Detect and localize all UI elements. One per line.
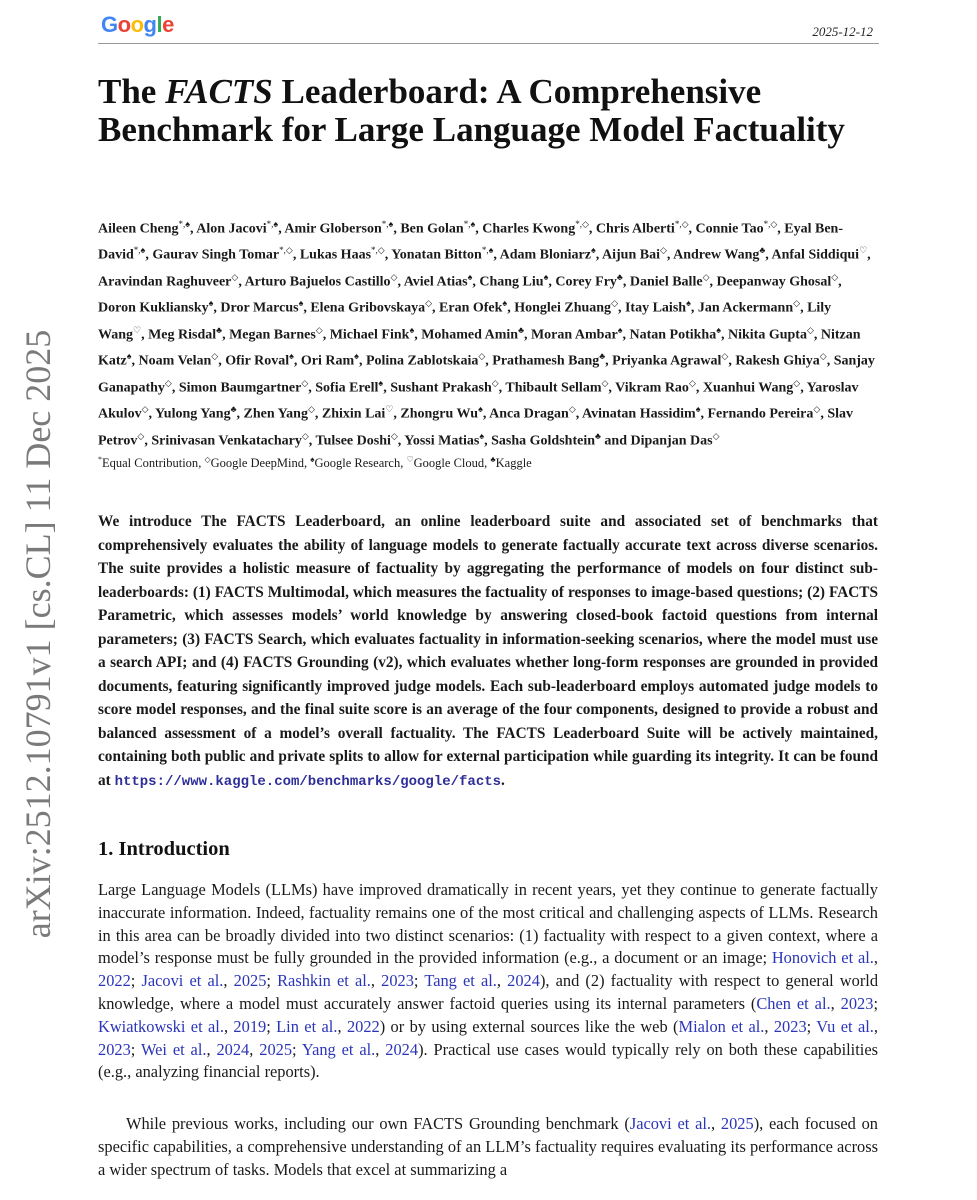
- author-name: Lukas Haas: [299, 248, 372, 264]
- author-affiliation-mark: *,◇: [674, 219, 689, 229]
- author-name: Dipanjan Das: [630, 433, 713, 449]
- author-affiliation-mark: ♠: [126, 351, 132, 362]
- affiliation-mark: ♠: [310, 455, 315, 464]
- author-affiliation-mark: ♠: [478, 404, 483, 415]
- paragraph-text: ,: [223, 971, 234, 991]
- paragraph-text: ,: [873, 948, 878, 968]
- author-affiliation-mark: ♠: [409, 324, 415, 335]
- citation-link[interactable]: Lin et al.: [276, 1016, 338, 1036]
- paragraph-text: ,: [496, 971, 508, 991]
- author-affiliation-mark: ♠: [686, 298, 691, 309]
- author-name: Chris Alberti: [595, 221, 675, 237]
- author-affiliation-mark: ♠: [502, 298, 508, 309]
- paragraph-text: ;: [413, 971, 425, 991]
- author-affiliation-mark: ♣: [616, 271, 623, 282]
- author-name: Amir Globerson: [284, 221, 382, 237]
- citation-link[interactable]: 2025: [233, 971, 267, 991]
- author-name: Aravindan Raghuveer: [98, 274, 232, 290]
- author-affiliation-mark: ♠: [617, 324, 623, 335]
- citation-link[interactable]: Rashkin et al.: [277, 971, 371, 991]
- paragraph-text: ), and (2) factuality with respect to general world knowledge, where a model must accurately answer factoid queries using its internal parameters (: [98, 971, 879, 1013]
- author-affiliation-mark: ◇: [813, 404, 821, 415]
- paragraph-text: ,: [764, 1016, 774, 1036]
- author-name: Arturo Bajuelos Castillo: [244, 274, 391, 290]
- affiliation-label: Google Cloud: [413, 456, 485, 471]
- paragraph-text: ) or by using external sources like the web (: [379, 1016, 679, 1036]
- section-heading-introduction: 1. Introduction: [98, 838, 230, 860]
- author-name: Xuanhui Wang: [702, 380, 794, 396]
- header-rule: [98, 43, 879, 44]
- paragraph-text: ). Practical use cases would typically rely on both these capabilities (e.g., analyzing financial reports).: [98, 1039, 878, 1082]
- citation-link[interactable]: 2024: [385, 1039, 419, 1059]
- citation-link[interactable]: Yang et al.: [301, 1039, 376, 1059]
- citation-link[interactable]: Chen et al.: [756, 993, 831, 1013]
- author-affiliation-mark: *,◇: [763, 219, 778, 229]
- google-logo: [101, 12, 174, 38]
- abstract-end: .: [501, 771, 505, 789]
- paragraph-text: ,: [370, 971, 382, 991]
- author-name: Sushant Prakash: [390, 380, 492, 396]
- paragraph-text: ), each focused on specific capabilities, a comprehensive understanding of an LLM’s factuality requires evaluating its performance across a wider spectrum of tasks. Models that excel at summarizing a: [98, 1114, 878, 1179]
- author-name: Yaroslav Akulov: [98, 380, 859, 422]
- citation-link[interactable]: Tang et al.: [424, 971, 497, 991]
- author-separator: and: [600, 433, 631, 449]
- author-affiliation-mark: ♠: [289, 351, 294, 362]
- citation-link[interactable]: 2022: [346, 1016, 380, 1036]
- citation-link[interactable]: 2023: [381, 971, 414, 991]
- author-affiliation-mark: ◇: [806, 324, 814, 335]
- author-affiliation-mark: *,◇: [575, 219, 589, 229]
- paragraph-text: ;: [130, 1039, 141, 1059]
- author-name: Sanjay Ganapathy: [98, 353, 875, 396]
- author-name: Chang Liu: [479, 274, 544, 290]
- citation-link[interactable]: 2023: [840, 993, 874, 1013]
- author-name: Natan Potikha: [629, 327, 717, 343]
- author-name: Corey Fry: [555, 274, 617, 290]
- author-affiliation-mark: ♠: [543, 271, 549, 282]
- author-affiliation-mark: *,♠: [133, 245, 146, 256]
- author-name: Zhen Yang: [243, 406, 308, 422]
- logo-letter: l: [156, 12, 163, 37]
- author-affiliation-mark: ♠: [716, 324, 721, 335]
- author-affiliation-mark: ♣: [518, 324, 524, 335]
- citation-link[interactable]: 2019: [233, 1016, 267, 1036]
- author-affiliation-mark: ◇: [659, 245, 667, 256]
- author-name: Nitzan Katz: [98, 327, 861, 369]
- logo-letter: o: [117, 12, 131, 37]
- paragraph-text: ;: [266, 971, 278, 991]
- author-name: Deepanway Ghosal: [716, 274, 832, 290]
- author-name: Prathamesh Bang: [492, 353, 600, 369]
- author-name: Yulong Yang: [154, 406, 231, 422]
- author-affiliation-mark: ♠: [354, 351, 359, 362]
- citation-link[interactable]: Kwiatkowski et al.: [98, 1016, 224, 1036]
- paragraph-text: ,: [249, 1039, 260, 1059]
- author-affiliation-mark: ♠: [590, 245, 596, 256]
- paragraph-text: ,: [223, 1016, 234, 1036]
- author-name: Eran Ofek: [439, 301, 503, 317]
- citation-link[interactable]: Mialon et al.: [678, 1016, 765, 1036]
- author-affiliation-mark: ◇: [819, 351, 827, 362]
- author-name: Ben Golan: [400, 221, 464, 237]
- author-name: Gaurav Singh Tomar: [152, 248, 280, 264]
- author-affiliation-mark: ◇: [793, 298, 801, 309]
- author-name: Anca Dragan: [489, 406, 569, 422]
- author-name: Dror Marcus: [220, 301, 299, 317]
- paragraph-text: ,: [375, 1039, 386, 1059]
- author-affiliation-mark: ♠: [695, 404, 701, 415]
- author-affiliation-mark: ◇: [601, 377, 609, 388]
- author-name: Aileen Cheng: [98, 221, 179, 237]
- paragraph-text: ;: [130, 971, 142, 991]
- author-name: Zhongru Wu: [400, 406, 479, 422]
- arxiv-sidebar-stamp: [18, 329, 58, 939]
- citation-link[interactable]: 2024: [216, 1039, 250, 1059]
- author-name: Jan Ackermann: [697, 301, 794, 317]
- abstract-text: We introduce The FACTS Leaderboard, an online leaderboard suite and associated set of benchmarks that comprehensively evaluates the ability of language models to generate factually accurate text across diverse scenarios. The suite provides a holistic measure of factuality by aggregating the performance of models on four distinct sub-leaderboards: (1) FACTS Multimodal, which measures the factuality of responses to image-based questions; (2) FACTS Parametric, which assesses models’ world knowledge by answering closed-book factoid questions from internal parameters; (3) FACTS Search, which evaluates factuality in information-seeking scenarios, where the model must use a search API; and (4) FACTS Grounding (v2), which evaluates whether long-form responses are grounded in provided documents, featuring significantly improved judge models. Each sub-leaderboard employs automated judge models to score model responses, and the final suite score is an average of the four components, designed to provide a robust and balanced assessment of a model’s overall factuality. The FACTS Leaderboard Suite will be actively maintained, containing both public and private splits to allow for external participation while guarding its integrity. It can be found at: [98, 513, 878, 789]
- author-name: Moran Ambar: [530, 327, 618, 343]
- citation-link[interactable]: Jacovi et al.: [629, 1114, 712, 1133]
- author-affiliation-mark: ♡: [859, 245, 868, 256]
- author-name: Simon Baumgartner: [178, 380, 302, 396]
- author-affiliation-mark: *,◇: [371, 245, 385, 256]
- author-affiliation-mark: ♣: [599, 351, 606, 362]
- affiliation-label: Kaggle: [495, 456, 532, 471]
- author-affiliation-mark: ◇: [425, 298, 433, 309]
- author-name: Adam Bloniarz: [499, 248, 591, 264]
- author-affiliation-mark: ◇: [211, 351, 219, 362]
- citation-link[interactable]: Jacovi et al.: [141, 971, 224, 991]
- citation-link[interactable]: 2022: [98, 971, 131, 991]
- paper-date: 2025-12-12: [812, 24, 873, 39]
- paragraph-text: ,: [873, 1016, 878, 1036]
- author-list: Aileen Cheng*,♠, Alon Jacovi*,♠, Amir Globerson*,♠, Ben Golan*,♠, Charles Kwong*,◇, Chris Alberti*,◇, Connie Tao*,◇, Eyal Ben-David*,♠, Gaurav Singh Tomar*,◇, Lukas Haas*,◇, Yonatan Bitton*,♠, Adam Bloniarz♠, Aijun Bai◇, Andrew Wang♣, Anfal Siddiqui♡, Aravindan Raghuveer◇, Arturo Bajuelos Castillo◇, Aviel Atias♠, Chang Liu♠, Corey Fry♣, Daniel Balle◇, Deepanway Ghosal◇, Doron Kukliansky♠, Dror Marcus♠, Elena Gribovskaya◇, Eran Ofek♠, Honglei Zhuang◇, Itay Laish♠, Jan Ackermann◇, Lily Wang♡, Meg Risdal♣, Megan Barnes◇, Michael Fink♠, Mohamed Amin♣, Moran Ambar♠, Natan Potikha♠, Nikita Gupta◇, Nitzan Katz♠, Noam Velan◇, Ofir Roval♠, Ori Ram♠, Polina Zablotskaia◇, Prathamesh Bang♣, Priyanka Agrawal◇, Rakesh Ghiya◇, Sanjay Ganapathy◇, Simon Baumgartner◇, Sofia Erell♠, Sushant Prakash◇, Thibault Sellam◇, Vikram Rao◇, Xuanhui Wang◇, Yaroslav Akulov◇, Yulong Yang♣, Zhen Yang◇, Zhixin Lai♡, Zhongru Wu♠, Anca Dragan◇, Avinatan Hassidim♠, Fernando Pereira◇, Slav Petrov◇, Srinivasan Venkatachary◇, Tulsee Doshi◇, Yossi Matias♠, Sasha Goldshtein♣ and Dipanjan Das◇: [98, 219, 875, 449]
- author-name: Avinatan Hassidim: [582, 406, 696, 422]
- affiliation-label: Equal Contribution: [102, 456, 199, 471]
- paper-title: [98, 73, 858, 149]
- author-affiliation-mark: ♡: [385, 404, 394, 415]
- citation-link[interactable]: 2025: [259, 1039, 293, 1059]
- paragraph-text: ,: [206, 1039, 217, 1059]
- citation-link[interactable]: Vu et al.: [816, 1016, 874, 1036]
- author-affiliation-mark: *,♠: [381, 219, 394, 229]
- paragraph-text: ;: [266, 1016, 277, 1036]
- author-affiliation-mark: ◇: [390, 271, 398, 282]
- title-before: The: [98, 72, 166, 111]
- author-affiliation-mark: ◇: [478, 351, 486, 362]
- author-name: Nikita Gupta: [727, 327, 807, 343]
- author-name: Sasha Goldshtein: [491, 433, 595, 449]
- paragraph-text: ,: [337, 1016, 347, 1036]
- author-name: Noam Velan: [138, 353, 212, 369]
- author-name: Daniel Balle: [629, 274, 703, 290]
- author-affiliation-mark: ◇: [315, 324, 323, 335]
- author-affiliation-mark: ♠: [479, 430, 485, 441]
- paragraph-text: ,: [711, 1114, 721, 1133]
- paragraph-text: ;: [873, 993, 878, 1013]
- logo-letter: o: [130, 12, 144, 37]
- author-affiliation-mark: ◇: [611, 298, 618, 309]
- author-name: Sofia Erell: [315, 380, 379, 396]
- title-emph: FACTS: [165, 72, 273, 111]
- author-name: Fernando Pereira: [707, 406, 814, 422]
- citation-link[interactable]: Honovich et al.: [771, 948, 874, 968]
- author-name: Lily Wang: [98, 301, 832, 343]
- benchmark-url-link[interactable]: https://www.kaggle.com/benchmarks/google/facts: [114, 773, 502, 790]
- citation-link[interactable]: 2025: [720, 1114, 754, 1133]
- affiliation-mark: *: [98, 455, 102, 464]
- paragraph-text: Large Language Models (LLMs) have improved dramatically in recent years, yet they continue to generate factually inaccurate information. Indeed, factuality remains one of the most critical and challenging aspects of LLMs. Research in this area can be broadly divided into two distinct scenarios: (1) factuality with respect to a given context, where a model’s response must be fully grounded in the provided information (e.g., a document or an image;: [98, 880, 878, 968]
- affiliation-legend: *Equal Contribution, ◇Google DeepMind, ♠Google Research, ♡Google Cloud, ♣Kaggle: [98, 455, 532, 471]
- title-after: Leaderboard: A Comprehensive Benchmark for Large Language Model Factuality: [98, 72, 845, 149]
- author-affiliation-mark: ♠: [467, 271, 473, 282]
- author-affiliation-mark: ◇: [721, 351, 729, 362]
- author-name: Slav Petrov: [98, 406, 853, 449]
- logo-letter: e: [162, 12, 174, 37]
- citation-link[interactable]: 2023: [98, 1039, 131, 1059]
- author-affiliation-mark: ◇: [231, 271, 239, 282]
- author-affiliation-mark: ♣: [216, 324, 223, 335]
- author-affiliation-mark: ♠: [298, 298, 304, 309]
- author-name: Meg Risdal: [148, 327, 217, 343]
- author-affiliation-mark: *,♠: [266, 219, 279, 229]
- author-name: Michael Fink: [329, 327, 410, 343]
- author-name: Rakesh Ghiya: [735, 353, 820, 369]
- paragraph-text: ,: [830, 993, 841, 1013]
- author-name: Connie Tao: [695, 221, 764, 237]
- affiliation-mark: ◇: [204, 455, 211, 464]
- author-affiliation-mark: ◇: [831, 271, 839, 282]
- logo-letter: g: [143, 12, 157, 37]
- arxiv-id: arXiv:2512.10791v1 [cs.CL] 11 Dec 2025: [18, 329, 58, 939]
- author-name: Polina Zablotskaia: [365, 353, 479, 369]
- author-affiliation-mark: ◇: [141, 404, 149, 415]
- author-affiliation-mark: *,♠: [463, 219, 476, 229]
- author-name: Honglei Zhuang: [514, 301, 612, 317]
- author-name: Mohamed Amin: [421, 327, 519, 343]
- author-affiliation-mark: ♡: [133, 324, 142, 335]
- author-name: Alon Jacovi: [196, 221, 267, 237]
- author-name: Anfal Siddiqui: [771, 248, 860, 264]
- author-name: Charles Kwong: [482, 221, 576, 237]
- author-affiliation-mark: ◇: [390, 430, 398, 441]
- author-name: Elena Gribovskaya: [310, 301, 426, 317]
- author-name: Andrew Wang: [673, 248, 760, 264]
- author-name: Tulsee Doshi: [315, 433, 391, 449]
- author-affiliation-mark: ◇: [301, 377, 309, 388]
- author-affiliation-mark: *,♠: [178, 219, 191, 229]
- citation-link[interactable]: 2023: [773, 1016, 807, 1036]
- author-affiliation-mark: ◇: [164, 377, 172, 388]
- author-affiliation-mark: *,♠: [481, 245, 494, 256]
- intro-paragraph-2: [98, 1113, 878, 1181]
- citation-link[interactable]: Wei et al.: [140, 1039, 207, 1059]
- author-name: Megan Barnes: [229, 327, 316, 343]
- author-affiliation-mark: ♣: [230, 404, 237, 415]
- author-name: Aviel Atias: [403, 274, 468, 290]
- author-affiliation-mark: ◇: [688, 377, 696, 388]
- author-name: Srinivasan Venkatachary: [151, 433, 302, 449]
- affiliation-label: Google Research: [314, 456, 401, 471]
- author-name: Ori Ram: [300, 353, 355, 369]
- author-affiliation-mark: ♣: [595, 430, 601, 441]
- author-name: Yossi Matias: [404, 433, 480, 449]
- paragraph-text: ;: [292, 1039, 302, 1059]
- author-affiliation-mark: ◇: [702, 271, 710, 282]
- author-name: Aijun Bai: [602, 248, 660, 264]
- author-name: Priyanka Agrawal: [612, 353, 722, 369]
- author-name: Thibault Sellam: [505, 380, 602, 396]
- logo-letter: G: [101, 12, 118, 37]
- paragraph-text: While previous works, including our own FACTS Grounding benchmark (: [126, 1114, 630, 1133]
- author-name: Eyal Ben-David: [98, 221, 843, 264]
- author-affiliation-mark: ◇: [568, 404, 576, 415]
- author-affiliation-mark: ♠: [378, 377, 384, 388]
- author-affiliation-mark: ◇: [137, 430, 145, 441]
- author-affiliation-mark: ♣: [759, 245, 766, 256]
- author-name: Doron Kukliansky: [98, 301, 209, 317]
- affiliation-label: Google DeepMind: [210, 456, 304, 471]
- author-name: Ofir Roval: [225, 353, 290, 369]
- citation-link[interactable]: 2024: [507, 971, 540, 991]
- author-name: Zhixin Lai: [321, 406, 386, 422]
- author-affiliation-mark: ◇: [793, 377, 801, 388]
- author-affiliation-mark: ◇: [491, 377, 499, 388]
- author-name: Itay Laish: [624, 301, 687, 317]
- affiliation-mark: ♡: [406, 455, 414, 464]
- author-name: Yonatan Bitton: [391, 248, 482, 264]
- author-name: Vikram Rao: [615, 380, 689, 396]
- abstract: [98, 510, 878, 794]
- intro-paragraph-1: [98, 879, 878, 1084]
- author-affiliation-mark: ◇: [301, 430, 309, 441]
- author-affiliation-mark: ◇: [712, 430, 720, 441]
- author-affiliation-mark: ◇: [307, 404, 315, 415]
- author-affiliation-mark: ♠: [208, 298, 214, 309]
- paragraph-text: ;: [806, 1016, 817, 1036]
- author-affiliation-mark: *,◇: [279, 245, 293, 256]
- affiliation-mark: ♣: [490, 455, 496, 464]
